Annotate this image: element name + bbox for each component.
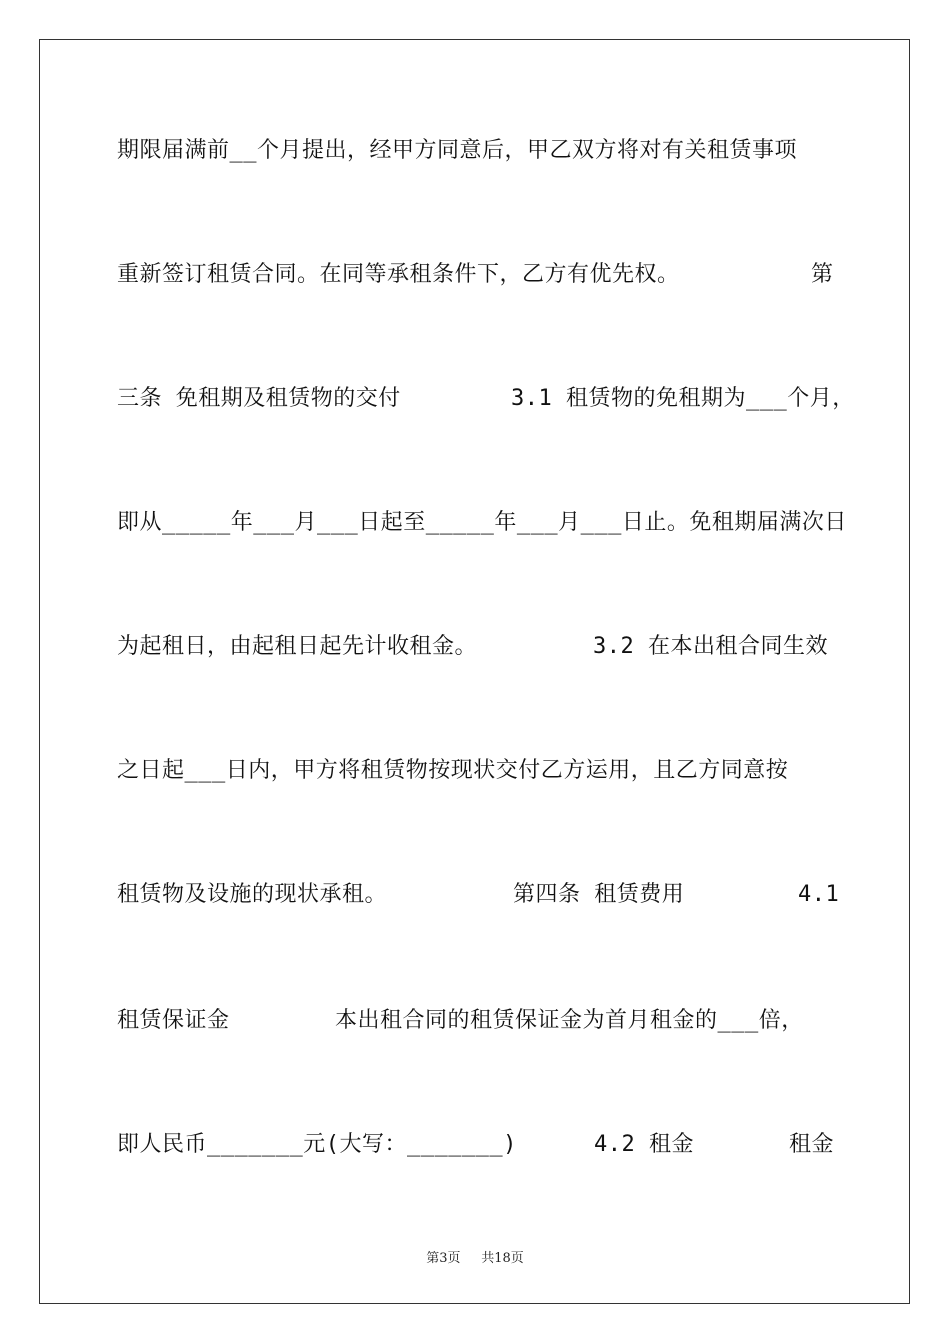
body-line-6 xyxy=(117,756,837,786)
article-heading: 三条 免租期及租赁物的交付 xyxy=(117,386,401,411)
section-heading: 租赁保证金 xyxy=(117,1008,230,1033)
line-text: 为起租日，由起租日起先计收租金。 xyxy=(117,634,478,659)
page-footer xyxy=(0,1247,950,1266)
total-pages: 共18页 xyxy=(481,1251,524,1266)
body-line-9 xyxy=(117,1130,837,1160)
line-text: 重新签订租赁合同。在同等承租条件下，乙方有优先权。 xyxy=(117,262,680,287)
line-text: 期限届满前__个月提出，经甲方同意后，甲乙双方将对有关租赁事项 xyxy=(117,138,797,163)
body-line-4 xyxy=(117,508,847,538)
line-text: 之日起___日内，甲方将租赁物按现状交付乙方运用，且乙方同意按 xyxy=(117,758,789,783)
page-number: 第3页 xyxy=(426,1251,461,1266)
line-text: 租赁物及设施的现状承租。 xyxy=(117,882,388,907)
body-line-8 xyxy=(117,1006,837,1036)
section-heading: 4.2 租金 xyxy=(594,1132,694,1157)
section-number: 4.1 xyxy=(798,882,840,907)
page-frame xyxy=(39,39,910,1304)
body-line-2 xyxy=(117,260,837,290)
body-line-7 xyxy=(117,880,840,910)
line-text: 租金 xyxy=(789,1132,835,1157)
line-text: 第 xyxy=(811,262,834,287)
line-text: 3.1 租赁物的免租期为___个月， xyxy=(511,386,855,411)
line-text: 3.2 在本出租合同生效 xyxy=(593,634,828,659)
article-heading: 第四条 租赁费用 xyxy=(513,882,685,907)
body-line-1 xyxy=(117,136,837,166)
footer-spacer xyxy=(465,1251,477,1266)
line-text: 本出租合同的租赁保证金为首月租金的___倍， xyxy=(335,1008,804,1033)
line-text: 即人民币_______元(大写：_______) xyxy=(117,1132,517,1157)
body-line-5 xyxy=(117,632,837,662)
line-text: 即从_____年___月___日起至_____年___月___日止。免租期届满次日 xyxy=(117,510,847,535)
body-line-3 xyxy=(117,384,855,414)
